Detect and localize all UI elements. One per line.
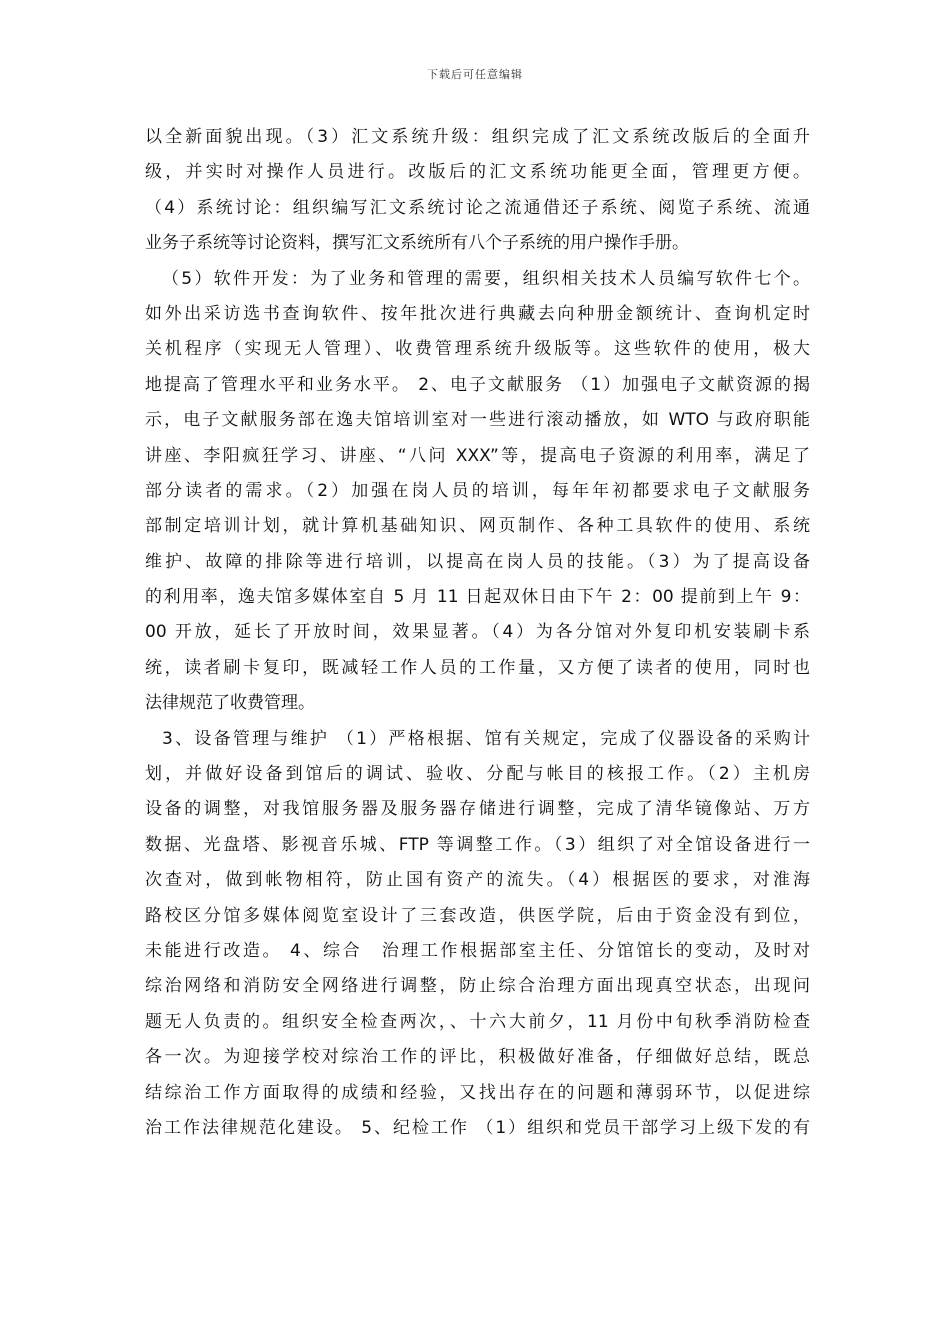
text-line: （4）系统讨论：组织编写汇文系统讨论之流通借还子系统、阅览子系统、流通 <box>145 197 810 218</box>
text-line: 部制定培训计划，就计算机基础知识、网页制作、各种工具软件的使用、系统 <box>145 516 810 537</box>
text-line: 设备的调整，对我馆服务器及服务器存储进行调整，完成了清华镜像站、万方 <box>145 799 810 820</box>
text-line: 以全新面貌出现。（3）汇文系统升级：组织完成了汇文系统改版后的全面升 <box>145 127 810 147</box>
page-header: 下载后可任意编辑 <box>427 68 523 81</box>
text-line: 级，并实时对操作人员进行。改版后的汇文系统功能更全面，管理更方便。 <box>145 162 810 183</box>
text-line: 3、设备管理与维护 （1）严格根据、馆有关规定，完成了仪器设备的采购计 <box>162 728 810 749</box>
text-line: 统，读者刷卡复印，既减轻工作人员的工作量，又方便了读者的使用，同时也 <box>145 657 810 678</box>
document-body <box>145 120 810 1146</box>
text-line: 的利用率，逸夫馆多媒体室自 5 月 11 日起双休日由下午 2：00 提前到上午 9： <box>145 587 810 608</box>
text-line: 业务子系统等讨论资料，撰写汇文系统所有八个子系统的用户操作手册。 <box>145 233 689 254</box>
text-line: 如外出采访选书查询软件、按年批次进行典藏去向种册金额统计、查询机定时 <box>145 303 810 324</box>
text-line: 法律规范了收费管理。 <box>145 693 315 714</box>
text-line: 划，并做好设备到馆后的调试、验收、分配与帐目的核报工作。（2）主机房 <box>145 764 810 785</box>
text-line: 次查对，做到帐物相符，防止国有资产的流失。（4）根据医的要求，对淮海 <box>145 870 810 891</box>
text-line: 部分读者的需求。（2）加强在岗人员的培训，每年年初都要求电子文献服务 <box>145 480 810 501</box>
text-line: 治工作法律规范化建设。 5、纪检工作 （1）组织和党员干部学习上级下发的有 <box>145 1117 810 1138</box>
text-line: 讲座、李阳疯狂学习、讲座、“八问 XXX”等，提高电子资源的利用率，满足了 <box>145 445 810 466</box>
text-line: 数据、光盘塔、影视音乐城、FTP 等调整工作。（3）组织了对全馆设备进行一 <box>145 834 810 855</box>
text-line: 各一次。为迎接学校对综治工作的评比，积极做好准备，仔细做好总结，既总 <box>145 1047 810 1068</box>
text-line: 路校区分馆多媒体阅览室设计了三套改造，供医学院，后由于资金没有到位， <box>145 905 810 926</box>
text-line: 综治网络和消防安全网络进行调整，防止综合治理方面出现真空状态，出现问 <box>145 976 810 997</box>
text-line: 结综治工作方面取得的成绩和经验，又找出存在的问题和薄弱环节，以促进综 <box>145 1082 810 1103</box>
text-line: 示，电子文献服务部在逸夫馆培训室对一些进行滚动播放，如 WTO 与政府职能 <box>145 410 810 431</box>
text-line: 题无人负责的。组织安全检查两次，、十六大前夕，11 月份中旬秋季消防检查 <box>145 1011 810 1032</box>
text-line: 地提高了管理水平和业务水平。 2、电子文献服务 （1）加强电子文献资源的揭 <box>145 374 810 395</box>
text-line: 00 开放，延长了开放时间，效果显著。（4）为各分馆对外复印机安装刷卡系 <box>145 622 810 643</box>
text-line: 关机程序（实现无人管理）、收费管理系统升级版等。这些软件的使用，极大 <box>145 339 810 360</box>
text-line: 未能进行改造。 4、综合 治理工作根据部室主任、分馆馆长的变动，及时对 <box>145 940 810 961</box>
text-line: （5）软件开发：为了业务和管理的需要，组织相关技术人员编写软件七个。 <box>162 268 810 289</box>
text-line: 维护、故障的排除等进行培训，以提高在岗人员的技能。（3）为了提高设备 <box>145 551 810 572</box>
